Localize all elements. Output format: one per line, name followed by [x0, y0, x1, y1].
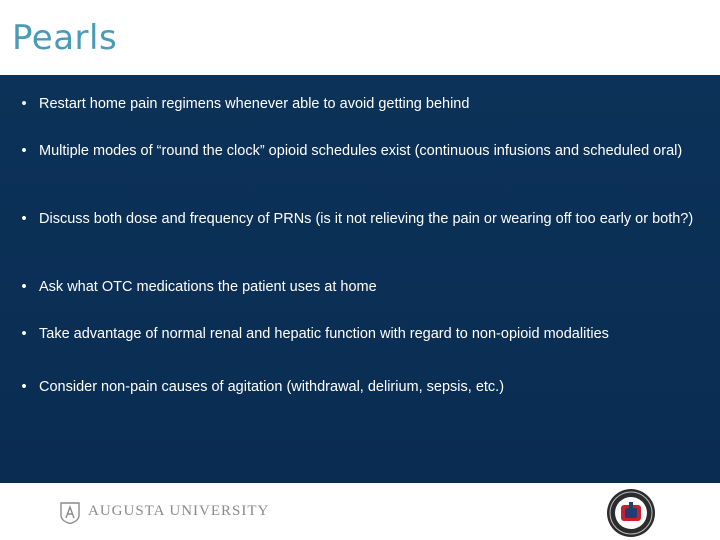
- college-seal-icon: [606, 488, 656, 538]
- bullet-text: Multiple modes of “round the clock” opioid schedules exist (continuous infusions and scheduled oral): [39, 143, 683, 159]
- bullet-marker: •: [21, 143, 27, 159]
- bullet-item: [18, 141, 708, 162]
- bullet-marker: •: [21, 96, 27, 112]
- title-bar: [0, 0, 720, 75]
- bullet-marker: •: [21, 326, 27, 342]
- augusta-university-shield-icon: [60, 502, 80, 524]
- bullet-text: Consider non-pain causes of agitation (withdrawal, delirium, sepsis, etc.): [39, 379, 505, 395]
- bullet-text: Ask what OTC medications the patient uses at home: [39, 279, 377, 295]
- bullet-text: Take advantage of normal renal and hepatic function with regard to non-opioid modalities: [39, 326, 609, 342]
- slide-footer: [0, 483, 720, 540]
- slide-title: Pearls: [12, 18, 118, 58]
- bullet-text: Restart home pain regimens whenever able to avoid getting behind: [39, 96, 470, 112]
- bullet-item: [18, 377, 708, 398]
- university-name: AUGUSTA UNIVERSITY: [88, 503, 270, 519]
- bullet-marker: •: [21, 279, 27, 295]
- bullet-item: [18, 94, 708, 115]
- bullet-item: [18, 277, 708, 298]
- bullet-marker: •: [21, 211, 27, 227]
- bullet-item: [18, 324, 708, 345]
- bullet-marker: •: [21, 379, 27, 395]
- bullet-text: Discuss both dose and frequency of PRNs (is it not relieving the pain or wearing off too early or both?): [39, 211, 694, 227]
- bullet-item: [18, 209, 708, 230]
- slide-content-panel: [0, 75, 720, 483]
